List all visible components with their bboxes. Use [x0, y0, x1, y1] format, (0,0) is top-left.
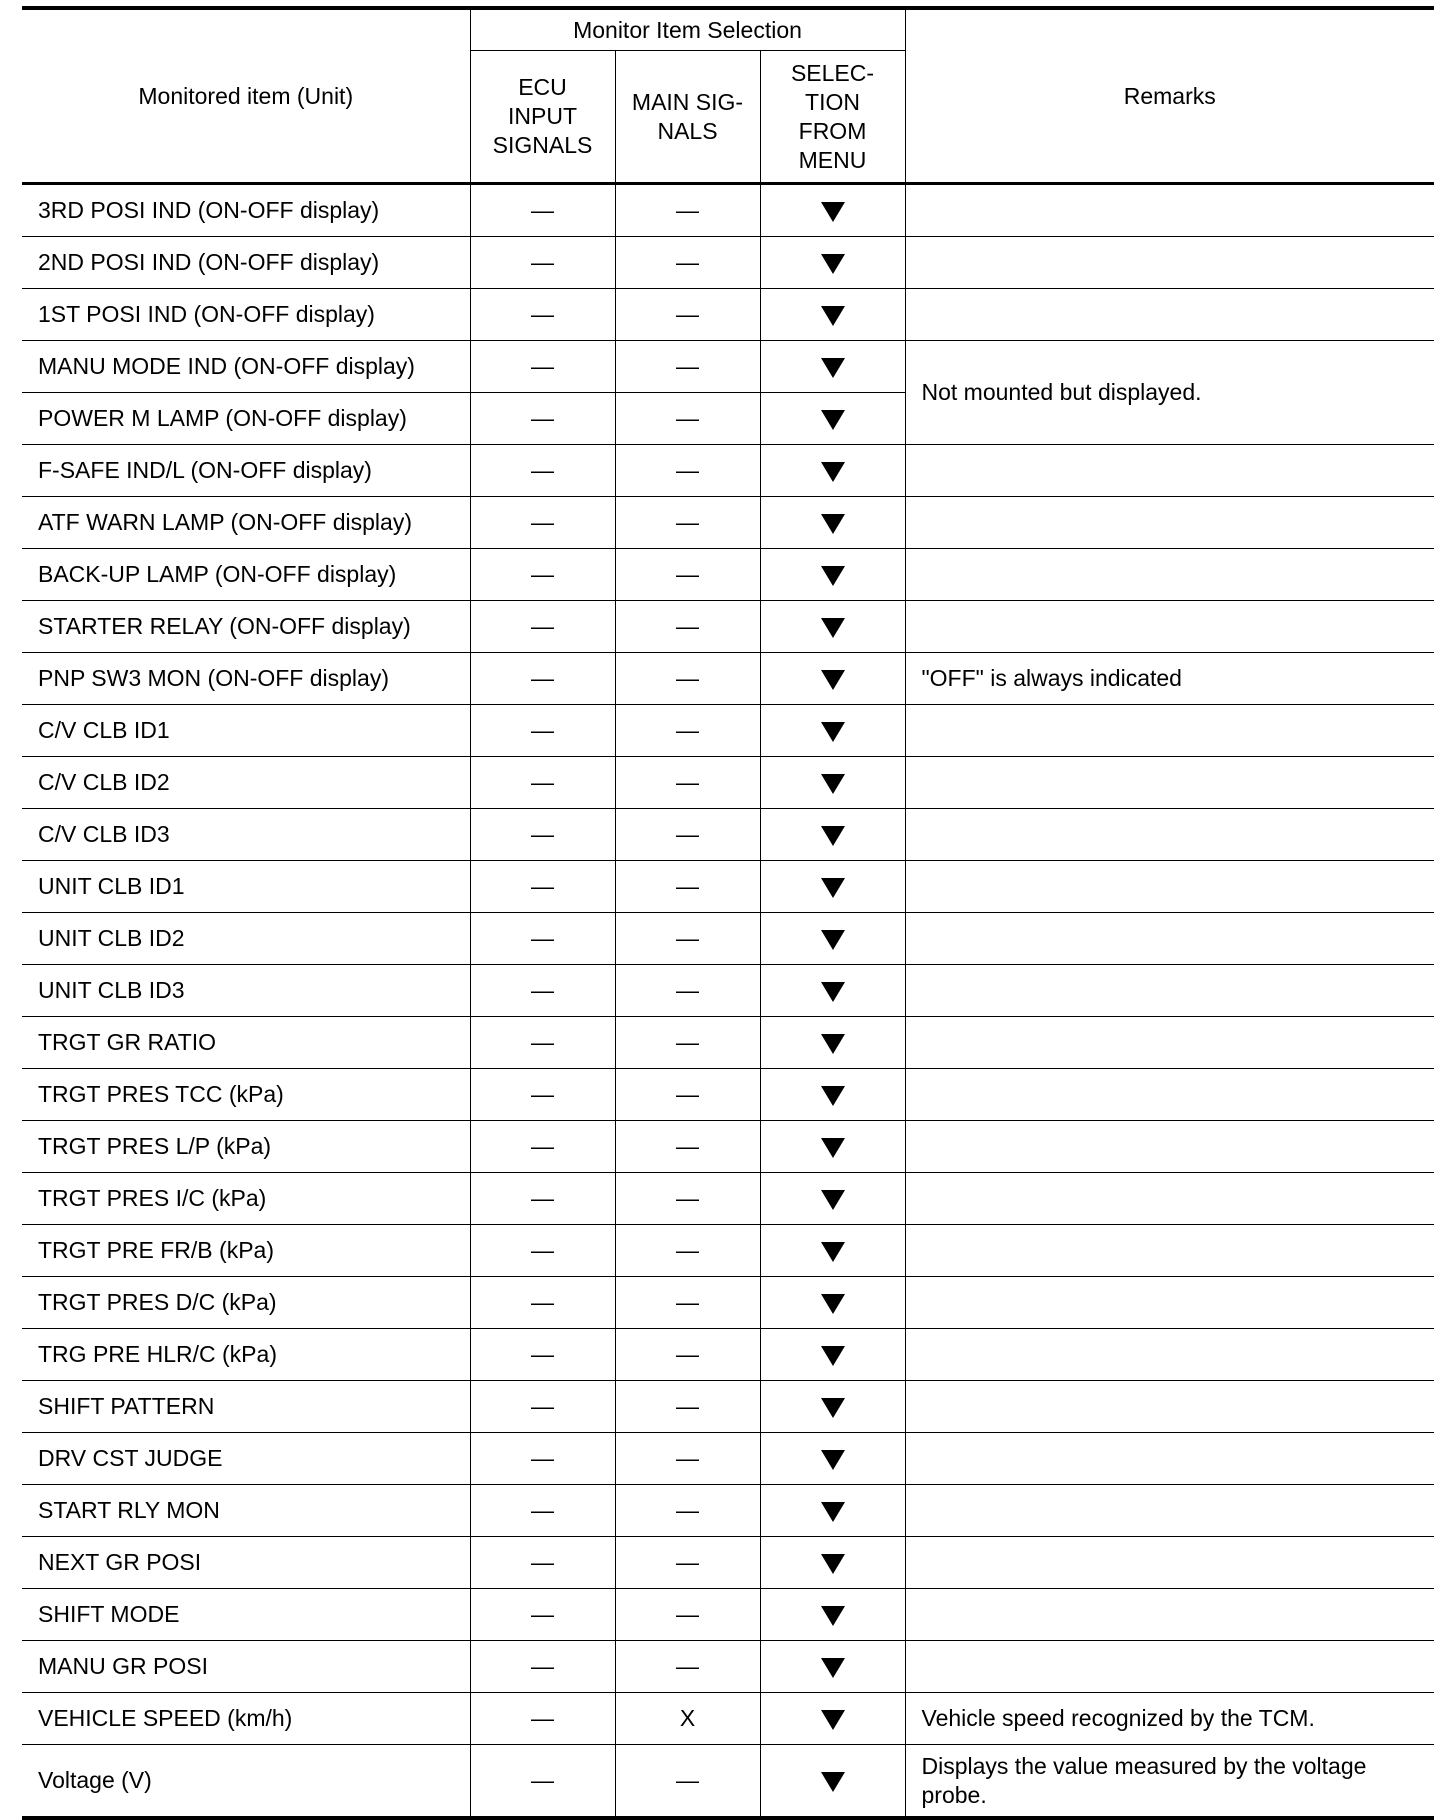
dash-mark: —	[531, 1133, 554, 1159]
dash-mark: —	[531, 1341, 554, 1367]
menu-cell	[760, 1745, 905, 1819]
monitored-item-cell: SHIFT MODE	[22, 1589, 470, 1641]
monitored-item-cell: PNP SW3 MON (ON-OFF display)	[22, 653, 470, 705]
remarks-cell	[905, 965, 1434, 1017]
selection-triangle-icon	[821, 670, 845, 690]
header-monitor-item-selection: Monitor Item Selection	[470, 8, 905, 51]
dash-mark: —	[676, 1185, 699, 1211]
selection-triangle-icon	[821, 1502, 845, 1522]
ecu-cell	[470, 341, 615, 393]
dash-mark: —	[676, 1133, 699, 1159]
monitor-table-container	[22, 6, 1434, 1820]
dash-mark: —	[531, 1601, 554, 1627]
dash-mark: —	[531, 665, 554, 691]
dash-mark: —	[531, 1185, 554, 1211]
dash-mark: —	[531, 1393, 554, 1419]
monitored-item-cell: C/V CLB ID3	[22, 809, 470, 861]
dash-mark: —	[531, 1445, 554, 1471]
selection-triangle-icon	[821, 1450, 845, 1470]
menu-cell	[760, 1641, 905, 1693]
dash-mark: —	[676, 1497, 699, 1523]
menu-cell	[760, 1485, 905, 1537]
menu-cell	[760, 1121, 905, 1173]
ecu-cell	[470, 861, 615, 913]
menu-cell	[760, 1277, 905, 1329]
dash-mark: —	[676, 613, 699, 639]
table-row	[22, 1225, 1434, 1277]
monitored-item-cell: SHIFT PATTERN	[22, 1381, 470, 1433]
menu-cell	[760, 445, 905, 497]
monitor-item-table	[22, 6, 1434, 1820]
main-cell	[615, 1173, 760, 1225]
ecu-cell	[470, 1589, 615, 1641]
remarks-cell	[905, 601, 1434, 653]
table-row	[22, 445, 1434, 497]
menu-cell	[760, 705, 905, 757]
selection-triangle-icon	[821, 1190, 845, 1210]
remarks-cell	[905, 1537, 1434, 1589]
ecu-cell	[470, 445, 615, 497]
selection-triangle-icon	[821, 566, 845, 586]
ecu-cell	[470, 1017, 615, 1069]
dash-mark: —	[531, 1767, 554, 1793]
table-row	[22, 1381, 1434, 1433]
monitored-item-cell: UNIT CLB ID2	[22, 913, 470, 965]
menu-cell	[760, 1329, 905, 1381]
remarks-cell	[905, 445, 1434, 497]
dash-mark: —	[531, 1653, 554, 1679]
monitored-item-cell: UNIT CLB ID3	[22, 965, 470, 1017]
main-cell	[615, 184, 760, 237]
remarks-cell	[905, 1225, 1434, 1277]
monitored-item-cell: 1ST POSI IND (ON-OFF display)	[22, 289, 470, 341]
main-cell	[615, 1017, 760, 1069]
menu-cell	[760, 1433, 905, 1485]
main-cell	[615, 237, 760, 289]
dash-mark: —	[676, 1653, 699, 1679]
monitored-item-cell: START RLY MON	[22, 1485, 470, 1537]
dash-mark: —	[676, 509, 699, 535]
menu-cell	[760, 965, 905, 1017]
monitored-item-cell: C/V CLB ID1	[22, 705, 470, 757]
ecu-cell	[470, 1277, 615, 1329]
main-cell	[615, 1537, 760, 1589]
selection-triangle-icon	[821, 514, 845, 534]
main-cell	[615, 757, 760, 809]
monitored-item-cell: NEXT GR POSI	[22, 1537, 470, 1589]
monitored-item-cell: TRGT PRES I/C (kPa)	[22, 1173, 470, 1225]
menu-cell	[760, 1693, 905, 1745]
dash-mark: —	[676, 353, 699, 379]
main-cell	[615, 913, 760, 965]
dash-mark: —	[531, 197, 554, 223]
ecu-cell	[470, 393, 615, 445]
selection-triangle-icon	[821, 1772, 845, 1792]
main-cell	[615, 1381, 760, 1433]
menu-cell	[760, 653, 905, 705]
main-cell	[615, 601, 760, 653]
dash-mark: —	[531, 457, 554, 483]
selection-triangle-icon	[821, 1086, 845, 1106]
table-row	[22, 1589, 1434, 1641]
dash-mark: —	[531, 1705, 554, 1731]
selection-triangle-icon	[821, 306, 845, 326]
dash-mark: —	[676, 1445, 699, 1471]
table-row	[22, 289, 1434, 341]
ecu-cell	[470, 184, 615, 237]
menu-cell	[760, 1589, 905, 1641]
ecu-cell	[470, 1485, 615, 1537]
table-row	[22, 965, 1434, 1017]
main-cell	[615, 653, 760, 705]
dash-mark: —	[531, 717, 554, 743]
selection-triangle-icon	[821, 878, 845, 898]
menu-cell	[760, 549, 905, 601]
selection-triangle-icon	[821, 930, 845, 950]
dash-mark: —	[676, 249, 699, 275]
dash-mark: —	[531, 1081, 554, 1107]
monitored-item-cell: VEHICLE SPEED (km/h)	[22, 1693, 470, 1745]
dash-mark: —	[531, 821, 554, 847]
dash-mark: —	[676, 925, 699, 951]
monitored-item-cell: TRG PRE HLR/C (kPa)	[22, 1329, 470, 1381]
remarks-cell	[905, 1017, 1434, 1069]
header-selection-from-menu: SELEC- TION FROM MENU	[760, 51, 905, 184]
monitored-item-cell: TRGT PRES L/P (kPa)	[22, 1121, 470, 1173]
main-cell	[615, 1641, 760, 1693]
main-cell	[615, 445, 760, 497]
main-cell	[615, 705, 760, 757]
main-cell	[615, 1485, 760, 1537]
table-row	[22, 1537, 1434, 1589]
monitored-item-cell: TRGT PRES TCC (kPa)	[22, 1069, 470, 1121]
remarks-cell	[905, 1121, 1434, 1173]
table-row	[22, 809, 1434, 861]
dash-mark: —	[676, 1767, 699, 1793]
remarks-cell	[905, 1485, 1434, 1537]
menu-cell	[760, 289, 905, 341]
table-row	[22, 1485, 1434, 1537]
header-monitored-item: Monitored item (Unit)	[22, 8, 470, 184]
table-row	[22, 861, 1434, 913]
table-row	[22, 1173, 1434, 1225]
selection-triangle-icon	[821, 1034, 845, 1054]
selection-triangle-icon	[821, 254, 845, 274]
monitored-item-cell: MANU GR POSI	[22, 1641, 470, 1693]
ecu-cell	[470, 549, 615, 601]
selection-triangle-icon	[821, 982, 845, 1002]
table-row	[22, 549, 1434, 601]
ecu-cell	[470, 1329, 615, 1381]
ecu-cell	[470, 289, 615, 341]
selection-triangle-icon	[821, 722, 845, 742]
monitored-item-cell: UNIT CLB ID1	[22, 861, 470, 913]
remarks-cell: "OFF" is always indicated	[905, 653, 1434, 705]
menu-cell	[760, 913, 905, 965]
table-row	[22, 237, 1434, 289]
table-row	[22, 1433, 1434, 1485]
table-row	[22, 601, 1434, 653]
dash-mark: —	[676, 1237, 699, 1263]
menu-cell	[760, 1017, 905, 1069]
menu-cell	[760, 757, 905, 809]
ecu-cell	[470, 653, 615, 705]
dash-mark: —	[676, 1341, 699, 1367]
main-cell	[615, 1121, 760, 1173]
menu-cell	[760, 1381, 905, 1433]
dash-mark: —	[531, 1237, 554, 1263]
main-cell	[615, 1329, 760, 1381]
selection-triangle-icon	[821, 1138, 845, 1158]
dash-mark: —	[676, 769, 699, 795]
main-cell	[615, 1277, 760, 1329]
main-cell	[615, 1069, 760, 1121]
remarks-cell	[905, 237, 1434, 289]
monitored-item-cell: 2ND POSI IND (ON-OFF display)	[22, 237, 470, 289]
remarks-cell	[905, 1069, 1434, 1121]
monitored-item-cell: POWER M LAMP (ON-OFF display)	[22, 393, 470, 445]
remarks-cell	[905, 1381, 1434, 1433]
selection-triangle-icon	[821, 202, 845, 222]
table-row	[22, 757, 1434, 809]
dash-mark: —	[676, 405, 699, 431]
menu-cell	[760, 1069, 905, 1121]
table-row	[22, 1693, 1434, 1745]
remarks-cell: Not mounted but displayed.	[905, 341, 1434, 445]
dash-mark: —	[531, 301, 554, 327]
remarks-cell	[905, 1173, 1434, 1225]
ecu-cell	[470, 1069, 615, 1121]
dash-mark: —	[676, 1601, 699, 1627]
selection-triangle-icon	[821, 1294, 845, 1314]
ecu-cell	[470, 497, 615, 549]
dash-mark: —	[676, 1393, 699, 1419]
remarks-cell	[905, 1641, 1434, 1693]
selection-triangle-icon	[821, 618, 845, 638]
dash-mark: —	[531, 509, 554, 535]
remarks-cell	[905, 1433, 1434, 1485]
dash-mark: —	[531, 925, 554, 951]
monitored-item-cell: 3RD POSI IND (ON-OFF display)	[22, 184, 470, 237]
table-row	[22, 1329, 1434, 1381]
ecu-cell	[470, 237, 615, 289]
remarks-cell	[905, 549, 1434, 601]
main-cell	[615, 341, 760, 393]
dash-mark: —	[676, 301, 699, 327]
ecu-cell	[470, 965, 615, 1017]
table-body	[22, 184, 1434, 1819]
monitored-item-cell: F-SAFE IND/L (ON-OFF display)	[22, 445, 470, 497]
table-row	[22, 653, 1434, 705]
table-row	[22, 184, 1434, 237]
remarks-cell	[905, 913, 1434, 965]
monitored-item-cell: STARTER RELAY (ON-OFF display)	[22, 601, 470, 653]
main-cell	[615, 1589, 760, 1641]
dash-mark: —	[676, 1029, 699, 1055]
dash-mark: —	[676, 1549, 699, 1575]
selection-triangle-icon	[821, 1242, 845, 1262]
remarks-cell	[905, 705, 1434, 757]
ecu-cell	[470, 1433, 615, 1485]
selection-triangle-icon	[821, 1554, 845, 1574]
dash-mark: —	[531, 769, 554, 795]
ecu-cell	[470, 705, 615, 757]
table-row	[22, 1069, 1434, 1121]
selection-triangle-icon	[821, 462, 845, 482]
dash-mark: —	[676, 197, 699, 223]
remarks-cell	[905, 497, 1434, 549]
dash-mark: —	[531, 873, 554, 899]
ecu-cell	[470, 1381, 615, 1433]
selection-triangle-icon	[821, 358, 845, 378]
table-row	[22, 913, 1434, 965]
header-ecu-input-signals: ECU INPUT SIGNALS	[470, 51, 615, 184]
main-cell	[615, 1433, 760, 1485]
main-cell	[615, 393, 760, 445]
monitored-item-cell: MANU MODE IND (ON-OFF display)	[22, 341, 470, 393]
table-row	[22, 1641, 1434, 1693]
monitored-item-cell: BACK-UP LAMP (ON-OFF display)	[22, 549, 470, 601]
ecu-cell	[470, 601, 615, 653]
selection-triangle-icon	[821, 826, 845, 846]
dash-mark: —	[676, 457, 699, 483]
table-row	[22, 705, 1434, 757]
dash-mark: —	[531, 1289, 554, 1315]
remarks-cell: Vehicle speed recognized by the TCM.	[905, 1693, 1434, 1745]
dash-mark: —	[676, 977, 699, 1003]
main-cell	[615, 549, 760, 601]
ecu-cell	[470, 1745, 615, 1819]
ecu-cell	[470, 809, 615, 861]
main-cell	[615, 289, 760, 341]
ecu-cell	[470, 913, 615, 965]
dash-mark: —	[531, 1497, 554, 1523]
dash-mark: —	[676, 1081, 699, 1107]
ecu-cell	[470, 1121, 615, 1173]
remarks-cell	[905, 809, 1434, 861]
ecu-cell	[470, 1537, 615, 1589]
table-row	[22, 1017, 1434, 1069]
remarks-cell: Displays the value measured by the voltage probe.	[905, 1745, 1434, 1819]
monitored-item-cell: ATF WARN LAMP (ON-OFF display)	[22, 497, 470, 549]
table-row	[22, 1277, 1434, 1329]
monitored-item-cell: C/V CLB ID2	[22, 757, 470, 809]
dash-mark: —	[676, 665, 699, 691]
remarks-cell	[905, 757, 1434, 809]
dash-mark: —	[531, 561, 554, 587]
menu-cell	[760, 341, 905, 393]
ecu-cell	[470, 1641, 615, 1693]
dash-mark: —	[676, 873, 699, 899]
selection-triangle-icon	[821, 1346, 845, 1366]
main-cell	[615, 965, 760, 1017]
monitored-item-cell: TRGT PRES D/C (kPa)	[22, 1277, 470, 1329]
main-cell	[615, 809, 760, 861]
table-row	[22, 341, 1434, 393]
dash-mark: —	[531, 1029, 554, 1055]
remarks-cell	[905, 1589, 1434, 1641]
monitored-item-cell: Voltage (V)	[22, 1745, 470, 1819]
menu-cell	[760, 1173, 905, 1225]
main-cell	[615, 1693, 760, 1745]
ecu-cell	[470, 1225, 615, 1277]
menu-cell	[760, 1225, 905, 1277]
x-mark: X	[679, 1705, 696, 1731]
selection-triangle-icon	[821, 774, 845, 794]
menu-cell	[760, 861, 905, 913]
selection-triangle-icon	[821, 410, 845, 430]
main-cell	[615, 1745, 760, 1819]
monitored-item-cell: DRV CST JUDGE	[22, 1433, 470, 1485]
menu-cell	[760, 1537, 905, 1589]
main-cell	[615, 861, 760, 913]
header-remarks: Remarks	[905, 8, 1434, 184]
dash-mark: —	[531, 977, 554, 1003]
menu-cell	[760, 601, 905, 653]
dash-mark: —	[531, 249, 554, 275]
monitored-item-cell: TRGT GR RATIO	[22, 1017, 470, 1069]
menu-cell	[760, 393, 905, 445]
menu-cell	[760, 497, 905, 549]
dash-mark: —	[531, 405, 554, 431]
selection-triangle-icon	[821, 1658, 845, 1678]
ecu-cell	[470, 1173, 615, 1225]
selection-triangle-icon	[821, 1710, 845, 1730]
dash-mark: —	[676, 1289, 699, 1315]
menu-cell	[760, 184, 905, 237]
menu-cell	[760, 809, 905, 861]
table-row	[22, 497, 1434, 549]
remarks-cell	[905, 289, 1434, 341]
dash-mark: —	[531, 1549, 554, 1575]
selection-triangle-icon	[821, 1398, 845, 1418]
remarks-cell	[905, 1277, 1434, 1329]
ecu-cell	[470, 1693, 615, 1745]
main-cell	[615, 1225, 760, 1277]
dash-mark: —	[676, 821, 699, 847]
header-main-signals: MAIN SIG- NALS	[615, 51, 760, 184]
table-row	[22, 1121, 1434, 1173]
remarks-cell	[905, 184, 1434, 237]
dash-mark: —	[676, 561, 699, 587]
selection-triangle-icon	[821, 1606, 845, 1626]
remarks-cell	[905, 861, 1434, 913]
dash-mark: —	[531, 353, 554, 379]
dash-mark: —	[676, 717, 699, 743]
monitored-item-cell: TRGT PRE FR/B (kPa)	[22, 1225, 470, 1277]
dash-mark: —	[531, 613, 554, 639]
ecu-cell	[470, 757, 615, 809]
main-cell	[615, 497, 760, 549]
remarks-cell	[905, 1329, 1434, 1381]
table-row	[22, 1745, 1434, 1819]
menu-cell	[760, 237, 905, 289]
